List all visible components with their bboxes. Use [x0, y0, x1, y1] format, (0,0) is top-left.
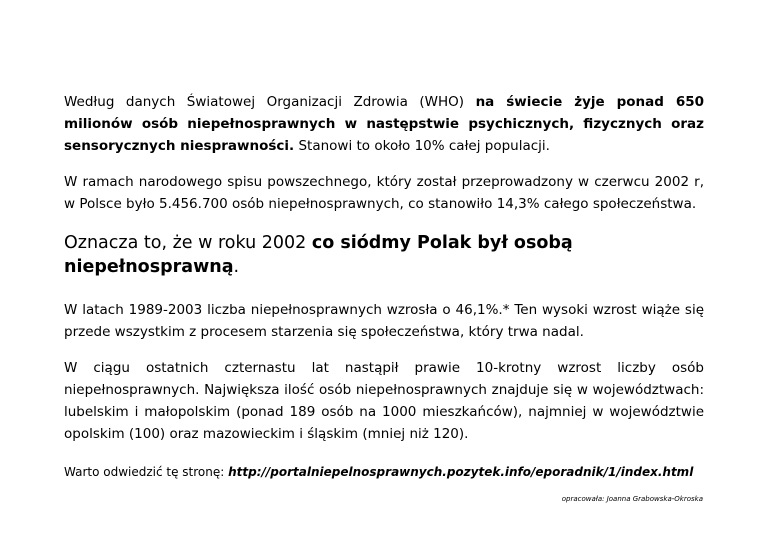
highlight-lead: Oznacza to, że w roku 2002 — [64, 233, 312, 253]
paragraph-census: W ramach narodowego spisu powszechnego, który został przeprowadzony w czerwcu 2002 r, w Polsce było 5.456.700 osób niepełnosprawnych, co stanowiło 14,3% całego społeczeństwa. — [64, 174, 704, 212]
paragraph-regions: W ciągu ostatnich czternastu lat nastąpił prawie 10-krotny wzrost liczby osób niepełnosprawnych. Największa ilość osób niepełnosprawnych znajduje się w województwach: lubelskim i małopolskim (ponad 189 osób na 1000 mieszkańców), najmniej w województwie opolskim (100) oraz mazowieckim i śląskim (mniej niż 120). — [64, 360, 704, 442]
paragraph-who-bold: na świecie żyje ponad 650 milionów osób niepełnosprawnych w następstwie psychicznych, fizycznych oraz sensorycznych niesprawności. — [64, 94, 704, 154]
paragraph-who-lead: Według danych Światowej Organizacji Zdrowia (WHO) — [64, 94, 476, 110]
author-signature: opracowała: Joanna Grabowska-Okroska — [561, 495, 703, 503]
paragraph-who-tail: Stanowi to około 10% całej populacji. — [294, 138, 550, 154]
highlight-tail: . — [233, 257, 240, 277]
link-line — [64, 463, 704, 481]
document-body — [64, 91, 704, 481]
portal-link[interactable]: http://portalniepelnosprawnych.pozytek.info/eporadnik/1/index.html — [228, 465, 694, 479]
highlight-bold: co siódmy Polak był osobą niepełnosprawną — [64, 233, 573, 277]
paragraph-who-statistics — [64, 91, 704, 157]
highlight-statement — [64, 231, 704, 279]
paragraph-growth: W latach 1989-2003 liczba niepełnosprawnych wzrosła o 46,1%.* Ten wysoki wzrost wiąże się przede wszystkim z procesem starzenia się społeczeństwa, który trwa nadal. — [64, 302, 704, 340]
link-label: Warto odwiedzić tę stronę: — [64, 465, 229, 479]
